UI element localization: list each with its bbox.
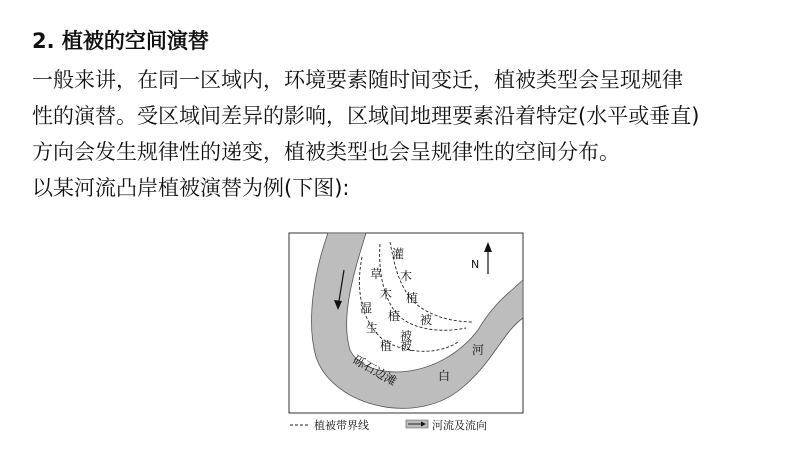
zone-herb-char: 植 (388, 309, 401, 323)
figure-svg (288, 232, 524, 432)
section-heading: 2. 植被的空间演替 (32, 29, 209, 53)
zone-wet-char: 生 (366, 321, 379, 335)
paragraph-line: 一般来讲，在同一区域内，环境要素随时间变迁，植被类型会呈现规律 (32, 68, 683, 92)
river-vegetation-figure (288, 232, 524, 432)
paragraph-line: 性的演替。受区域间差异的影响，区域间地理要素沿着特定(水平或垂直) (32, 104, 700, 128)
legend-river-label: 河流及流向 (432, 419, 487, 432)
zone-shrub-char: 木 (400, 269, 413, 283)
river-label-char: 白 (438, 369, 451, 383)
zone-herb-char: 木 (380, 287, 393, 301)
gravel-beach-label: 砾石边滩 (350, 352, 400, 389)
north-label: N (471, 258, 480, 271)
river-label-char: 河 (472, 343, 485, 357)
zone-shrub-char: 灌 (392, 247, 405, 261)
zone-herb-char: 被 (400, 329, 413, 343)
paragraph-line: 方向会发生规律性的递变，植被类型也会呈规律性的空间分布。 (32, 140, 620, 164)
zone-shrub-char: 被 (420, 313, 433, 327)
paragraph-succession (32, 62, 784, 170)
zone-herb-char: 草 (370, 267, 383, 281)
legend-boundary-label: 植被带界线 (314, 419, 369, 432)
zone-wet-char: 湿 (360, 301, 373, 315)
paragraph-example: 以某河流凸岸植被演替为例(下图): (32, 176, 350, 200)
zone-shrub-char: 植 (406, 291, 419, 305)
zone-wet-char: 植 (380, 339, 393, 353)
zone-wet-char: 被 (400, 339, 413, 353)
